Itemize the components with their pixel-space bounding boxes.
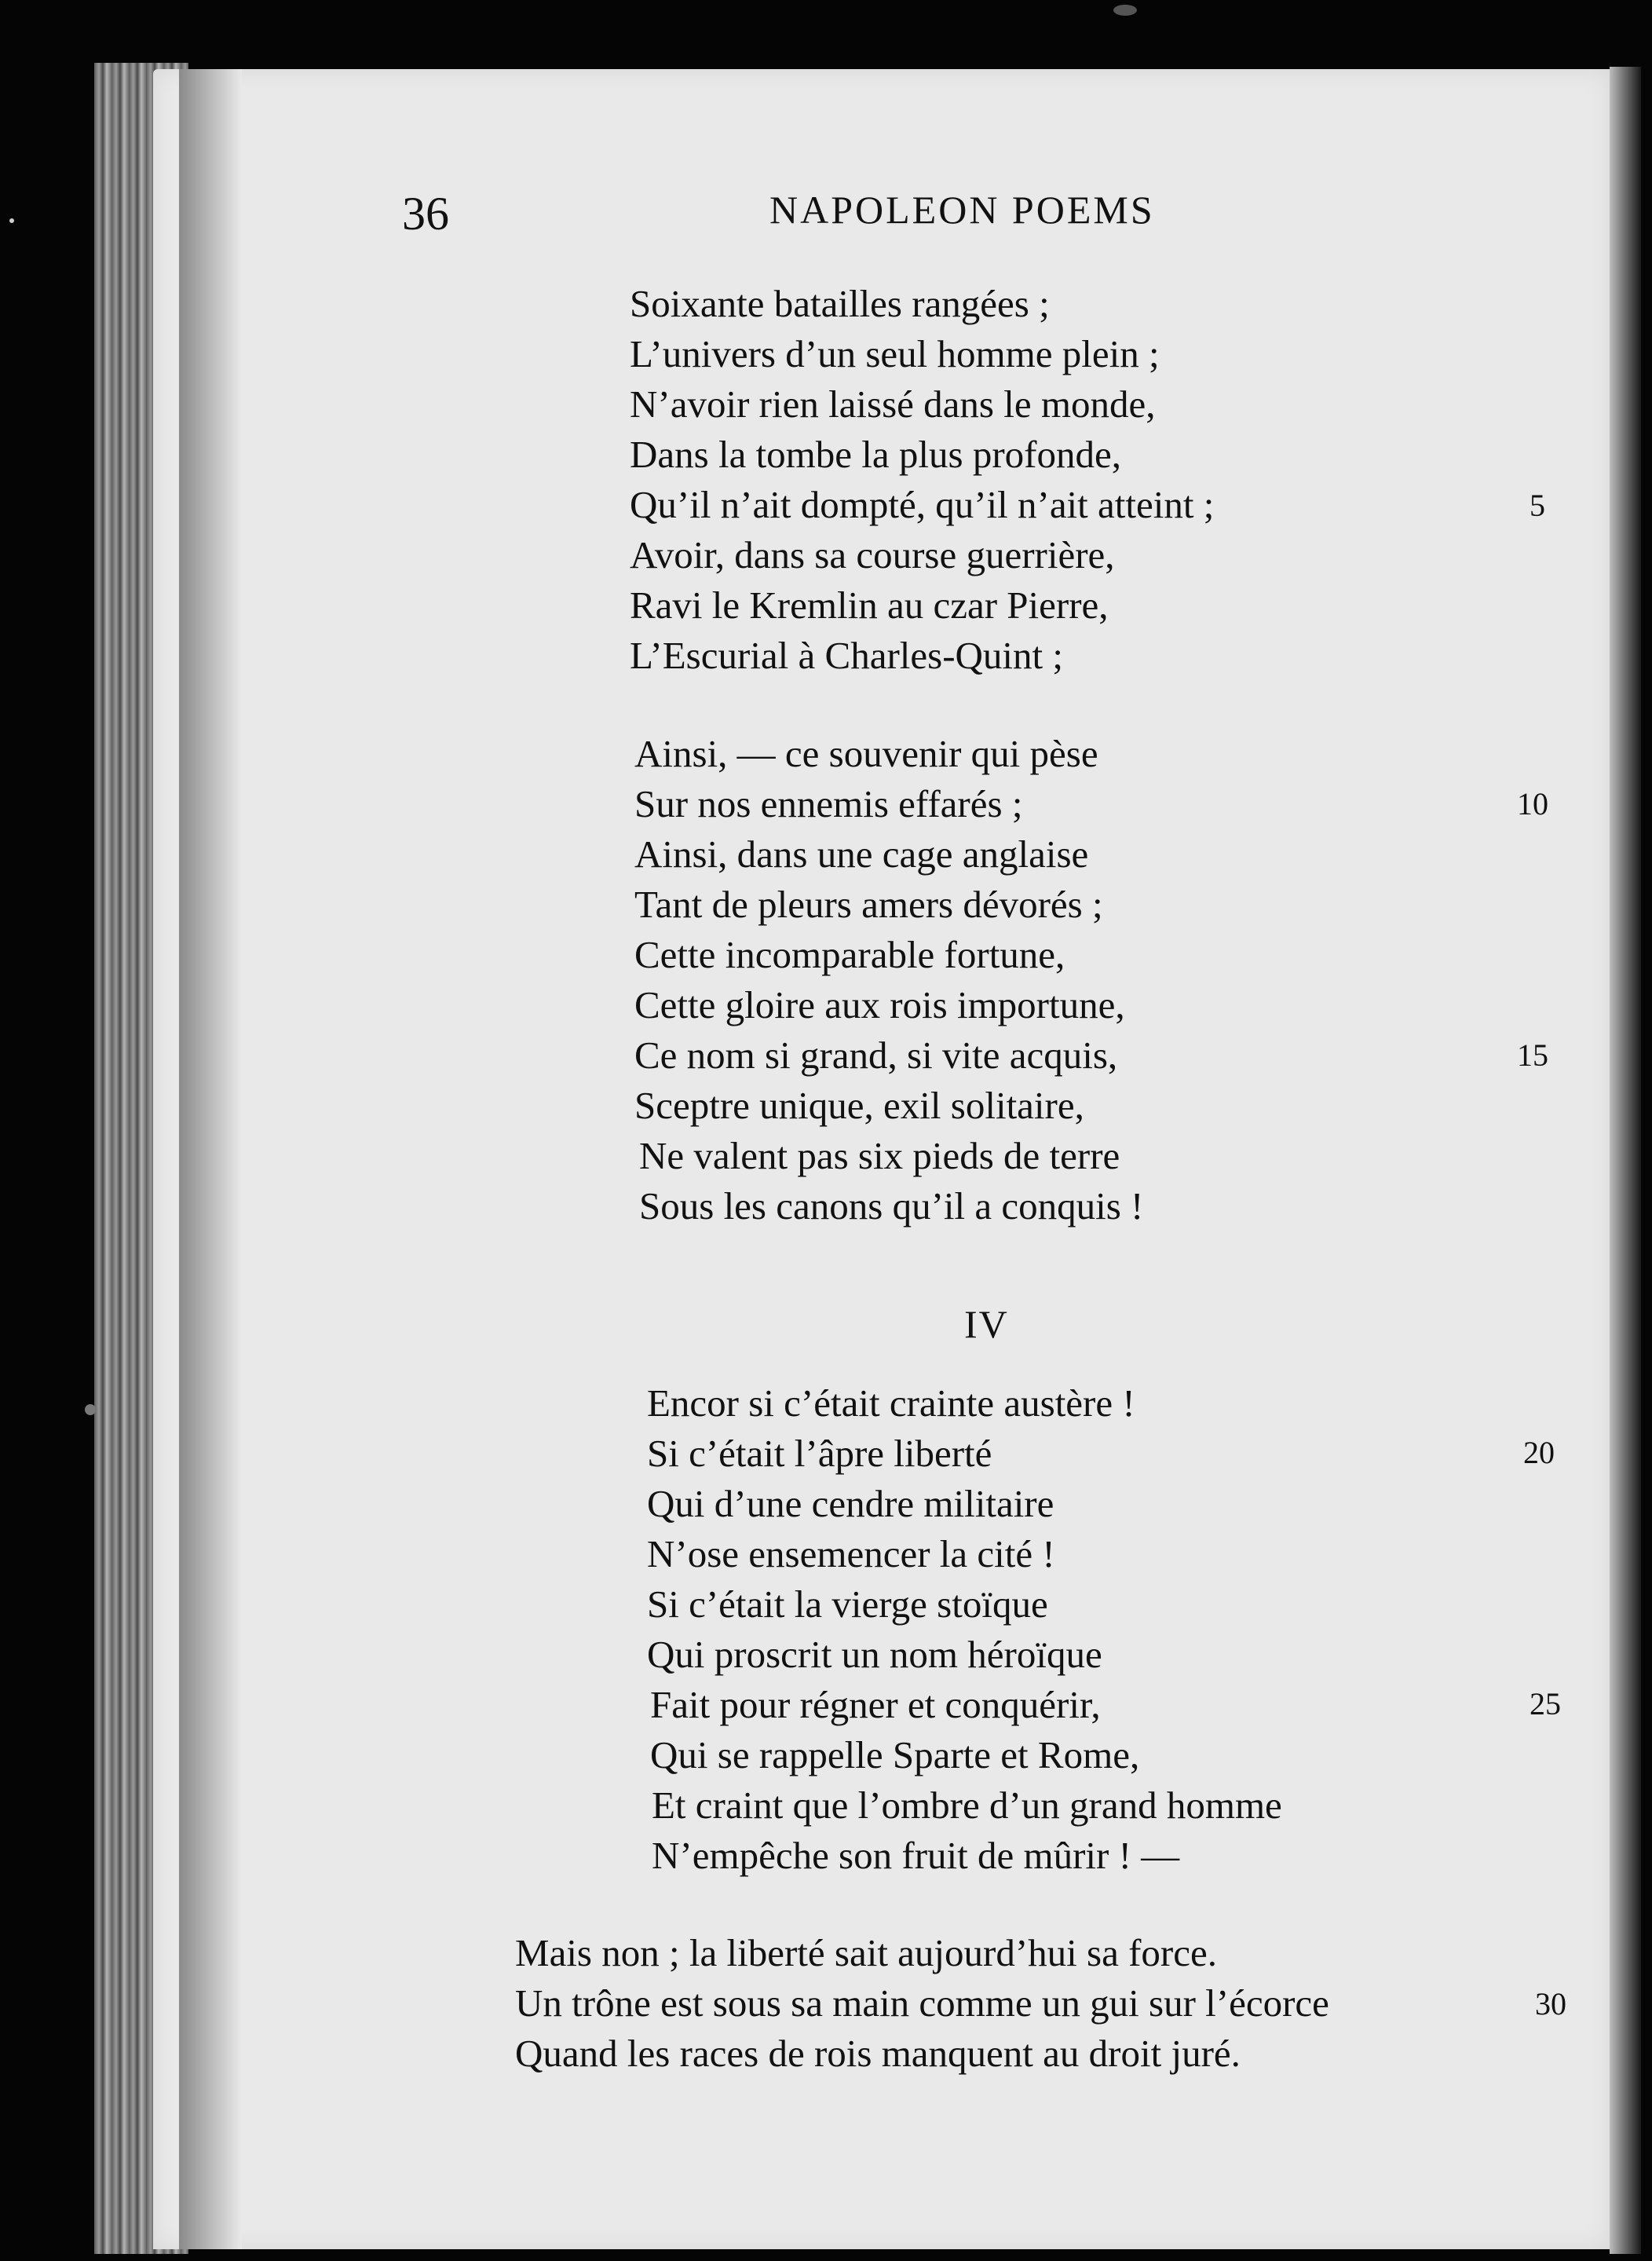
verse-line: Si c’était l’âpre liberté (647, 1432, 992, 1475)
scan-speck (9, 218, 14, 223)
verse-line: Avoir, dans sa course guerrière, (630, 533, 1115, 576)
verse-line: Qui se rappelle Sparte et Rome, (650, 1733, 1140, 1776)
running-title: NAPOLEON POEMS (769, 188, 1155, 232)
section-heading: IV (964, 1302, 1009, 1346)
verse-line: N’empêche son fruit de mûrir ! — (652, 1834, 1180, 1877)
line-number: 15 (1517, 1037, 1548, 1073)
verse-line: Un trône est sous sa main comme un gui sur l’écorce (515, 1981, 1329, 2025)
verse-line: Tant de pleurs amers dévorés ; (634, 883, 1103, 926)
verse-line: Ainsi, dans une cage anglaise (634, 832, 1089, 876)
verse-line: Dans la tombe la plus profonde, (630, 433, 1121, 476)
page-shadow (179, 69, 242, 2249)
line-number: 5 (1530, 488, 1545, 523)
verse-line: N’avoir rien laissé dans le monde, (630, 382, 1156, 426)
verse-line: Encor si c’était crainte austère ! (647, 1381, 1135, 1425)
line-number: 20 (1523, 1435, 1555, 1470)
scan-speck (85, 1404, 96, 1415)
verse-line: Quand les races de rois manquent au droit juré. (515, 2032, 1241, 2075)
verse-line: Ce nom si grand, si vite acquis, (634, 1034, 1118, 1077)
verse-line: N’ose ensemencer la cité ! (647, 1532, 1055, 1575)
verse-line: Ainsi, — ce souvenir qui pèse (634, 732, 1098, 775)
verse-line: L’univers d’un seul homme plein ; (630, 332, 1160, 375)
verse-line: Si c’était la vierge stoïque (647, 1582, 1048, 1626)
verse-line: Fait pour régner et conquérir, (650, 1683, 1101, 1726)
line-number: 25 (1530, 1686, 1561, 1721)
verse-line: Soixante batailles rangées ; (630, 282, 1050, 325)
verse-line: Et craint que l’ombre d’un grand homme (652, 1784, 1282, 1827)
verse-line: Mais non ; la liberté sait aujourd’hui sa force. (515, 1931, 1217, 1974)
verse-line: Sur nos ennemis effarés ; (634, 782, 1023, 825)
verse-line: Qu’il n’ait dompté, qu’il n’ait atteint ; (630, 483, 1215, 526)
page-number: 36 (402, 188, 449, 240)
line-number: 10 (1517, 786, 1548, 821)
verse-line: Ne valent pas six pieds de terre (639, 1134, 1120, 1177)
verse-line: Cette incomparable fortune, (634, 933, 1065, 976)
line-number: 30 (1535, 1986, 1566, 2021)
verse-line: Qui proscrit un nom héroïque (647, 1633, 1102, 1676)
verse-line: Sous les canons qu’il a conquis ! (639, 1184, 1144, 1227)
verse-line: Qui d’une cendre militaire (647, 1482, 1054, 1525)
verse-line: Ravi le Kremlin au czar Pierre, (630, 584, 1109, 627)
page-edge (1610, 67, 1641, 2254)
verse-line: L’Escurial à Charles-Quint ; (630, 634, 1064, 677)
verse-line: Cette gloire aux rois importune, (634, 983, 1125, 1026)
verse-line: Sceptre unique, exil solitaire, (634, 1084, 1084, 1127)
scan-speck (1113, 5, 1137, 16)
